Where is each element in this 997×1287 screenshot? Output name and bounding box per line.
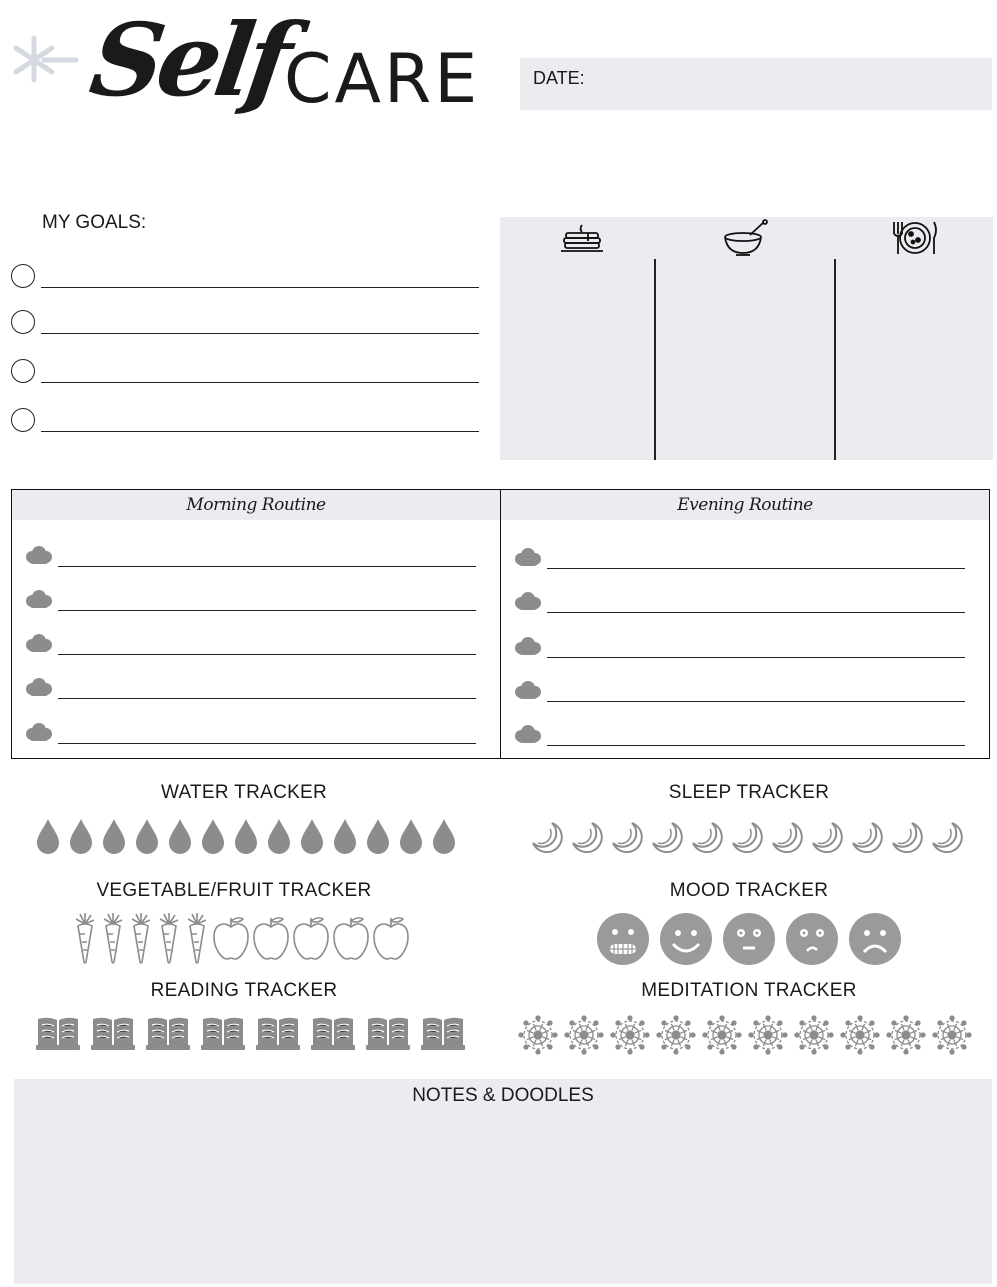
title-caps: CARE	[284, 40, 481, 119]
goal-item[interactable]	[11, 310, 479, 338]
routine-item[interactable]	[513, 634, 965, 660]
date-field[interactable]	[520, 58, 992, 110]
routine-item[interactable]	[24, 543, 476, 569]
crescent-moon-icon[interactable]	[770, 821, 803, 853]
vegfruit-tracker-title: VEGETABLE/FRUIT TRACKER	[96, 880, 372, 901]
date-label: DATE:	[533, 68, 585, 88]
water-tracker-title: WATER TRACKER	[160, 782, 328, 803]
crescent-moon-icon[interactable]	[930, 821, 963, 853]
water-tracker	[36, 818, 456, 854]
title-script: Self	[83, 1, 294, 119]
cloud-icon	[513, 680, 543, 707]
routine-line[interactable]	[547, 745, 965, 746]
goal-checkbox[interactable]	[11, 264, 35, 288]
routine-line[interactable]	[547, 612, 965, 613]
routine-line[interactable]	[58, 610, 476, 611]
water-drop-icon[interactable]	[432, 818, 456, 854]
sparkle-icon	[12, 34, 78, 91]
apple-icon[interactable]	[292, 915, 330, 961]
routine-line[interactable]	[547, 701, 965, 702]
evening-routine-heading: Evening Routine	[501, 490, 989, 520]
mandala-icon[interactable]	[518, 1015, 558, 1055]
routine-item[interactable]	[24, 631, 476, 657]
pancakes-icon	[558, 219, 606, 262]
cloud-icon	[24, 677, 54, 704]
water-drop-icon[interactable]	[168, 818, 192, 854]
meal-divider	[654, 259, 656, 460]
goal-item[interactable]	[11, 264, 479, 292]
goal-line[interactable]	[41, 431, 479, 432]
routine-line[interactable]	[58, 698, 476, 699]
crescent-moon-icon[interactable]	[650, 821, 683, 853]
water-drop-icon[interactable]	[69, 818, 93, 854]
cloud-icon	[24, 633, 54, 660]
carrot-icon[interactable]	[156, 912, 182, 964]
crescent-moon-icon[interactable]	[810, 821, 843, 853]
routine-item[interactable]	[513, 545, 965, 571]
cloud-icon	[24, 722, 54, 749]
routine-table	[11, 489, 990, 759]
reading-tracker-title: READING TRACKER	[150, 980, 338, 1001]
crescent-moon-icon[interactable]	[690, 821, 723, 853]
goal-checkbox[interactable]	[11, 408, 35, 432]
sad-face-icon[interactable]	[848, 912, 902, 966]
crescent-moon-icon[interactable]	[570, 821, 603, 853]
apple-icon[interactable]	[252, 915, 290, 961]
mandala-icon[interactable]	[702, 1015, 742, 1055]
crescent-moon-icon[interactable]	[850, 821, 883, 853]
goals-label: MY GOALS:	[42, 212, 147, 233]
carrot-icon[interactable]	[100, 912, 126, 964]
carrot-icon[interactable]	[72, 912, 98, 964]
neutral-face-icon[interactable]	[722, 912, 776, 966]
meditation-tracker	[518, 1015, 972, 1055]
goal-line[interactable]	[41, 287, 479, 288]
mood-tracker	[596, 912, 902, 966]
water-drop-icon[interactable]	[267, 818, 291, 854]
mandala-icon[interactable]	[932, 1015, 972, 1055]
apple-icon[interactable]	[332, 915, 370, 961]
cloud-icon	[513, 547, 543, 574]
grinning-face-icon[interactable]	[596, 912, 650, 966]
apple-icon[interactable]	[372, 915, 410, 961]
mandala-icon[interactable]	[840, 1015, 880, 1055]
carrot-icon[interactable]	[184, 912, 210, 964]
vegfruit-tracker	[72, 912, 410, 964]
crescent-moon-icon[interactable]	[530, 821, 563, 853]
open-book-icon[interactable]	[366, 1015, 410, 1051]
evening-routine	[501, 490, 989, 758]
crescent-moon-icon[interactable]	[890, 821, 923, 853]
mandala-icon[interactable]	[886, 1015, 926, 1055]
routine-item[interactable]	[24, 720, 476, 746]
open-book-icon[interactable]	[311, 1015, 355, 1051]
routine-line[interactable]	[58, 743, 476, 744]
crescent-moon-icon[interactable]	[730, 821, 763, 853]
bowl-icon	[722, 219, 768, 262]
morning-routine-heading: Morning Routine	[12, 490, 500, 520]
routine-item[interactable]	[513, 722, 965, 748]
mandala-icon[interactable]	[564, 1015, 604, 1055]
open-book-icon[interactable]	[421, 1015, 465, 1051]
routine-item[interactable]	[24, 587, 476, 613]
water-drop-icon[interactable]	[102, 818, 126, 854]
meal-divider	[834, 259, 836, 460]
notes-area[interactable]	[14, 1079, 992, 1284]
goal-checkbox[interactable]	[11, 310, 35, 334]
open-book-icon[interactable]	[91, 1015, 135, 1051]
water-drop-icon[interactable]	[234, 818, 258, 854]
meal-planner[interactable]	[500, 217, 993, 460]
water-drop-icon[interactable]	[36, 818, 60, 854]
routine-item[interactable]	[513, 589, 965, 615]
cloud-icon	[24, 589, 54, 616]
sleep-tracker	[530, 821, 963, 853]
cloud-icon	[513, 724, 543, 751]
open-book-icon[interactable]	[146, 1015, 190, 1051]
routine-line[interactable]	[58, 566, 476, 567]
cloud-icon	[24, 545, 54, 572]
cloud-icon	[513, 591, 543, 618]
mandala-icon[interactable]	[610, 1015, 650, 1055]
mandala-icon[interactable]	[656, 1015, 696, 1055]
dinner-plate-icon	[890, 219, 940, 262]
goal-line[interactable]	[41, 333, 479, 334]
morning-routine	[12, 490, 501, 758]
goal-line[interactable]	[41, 382, 479, 383]
apple-icon[interactable]	[212, 915, 250, 961]
mandala-icon[interactable]	[794, 1015, 834, 1055]
happy-face-icon[interactable]	[659, 912, 713, 966]
water-drop-icon[interactable]	[366, 818, 390, 854]
worried-face-icon[interactable]	[785, 912, 839, 966]
water-drop-icon[interactable]	[399, 818, 423, 854]
routine-line[interactable]	[547, 657, 965, 658]
water-drop-icon[interactable]	[201, 818, 225, 854]
water-drop-icon[interactable]	[333, 818, 357, 854]
routine-line[interactable]	[547, 568, 965, 569]
goal-item[interactable]	[11, 408, 479, 436]
meditation-tracker-title: MEDITATION TRACKER	[641, 980, 857, 1001]
water-drop-icon[interactable]	[300, 818, 324, 854]
cloud-icon	[513, 636, 543, 663]
routine-line[interactable]	[58, 654, 476, 655]
goal-item[interactable]	[11, 359, 479, 387]
reading-tracker	[36, 1015, 465, 1051]
routine-item[interactable]	[513, 678, 965, 704]
carrot-icon[interactable]	[128, 912, 154, 964]
open-book-icon[interactable]	[256, 1015, 300, 1051]
mandala-icon[interactable]	[748, 1015, 788, 1055]
goal-checkbox[interactable]	[11, 359, 35, 383]
mood-tracker-title: MOOD TRACKER	[669, 880, 829, 901]
crescent-moon-icon[interactable]	[610, 821, 643, 853]
water-drop-icon[interactable]	[135, 818, 159, 854]
routine-item[interactable]	[24, 675, 476, 701]
open-book-icon[interactable]	[36, 1015, 80, 1051]
open-book-icon[interactable]	[201, 1015, 245, 1051]
sleep-tracker-title: SLEEP TRACKER	[668, 782, 830, 803]
notes-title: NOTES & DOODLES	[412, 1085, 594, 1106]
